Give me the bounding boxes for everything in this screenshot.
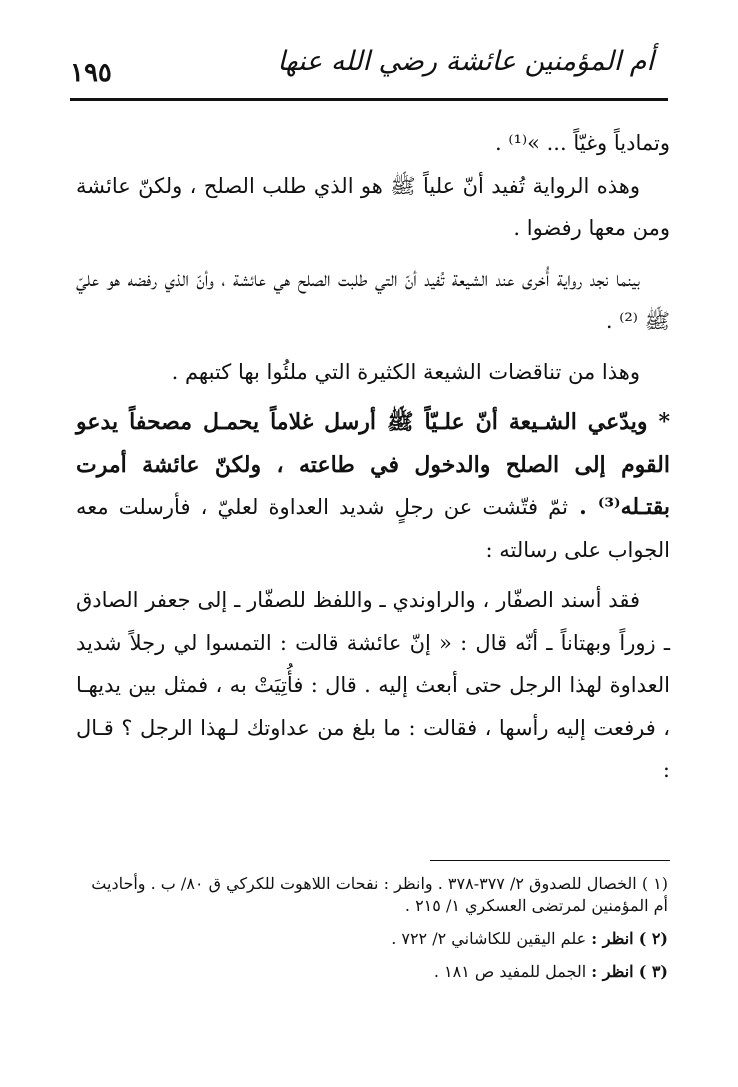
paragraph-5-text: * ويدّعي الشـيعة أنّ علـيّاً ﷺ أرسل غلاماً يحمـل مصحفاً يدعو القوم إلى الصلح والدخول في طاعته ، ولكنّ عائشة أمرت بقتـله⁽³⁾ . xyxy=(76,409,670,520)
footnote-2-text: علم اليقين للكاشاني ٢/ ٧٢٢ . xyxy=(391,929,587,948)
paragraph-4: وهذا من تناقضات الشيعة الكثيرة التي ملئُوا بها كتبهم . xyxy=(171,359,640,384)
footnote-2 xyxy=(76,928,668,950)
footnote-2-marker: (٢ ) xyxy=(638,929,668,948)
footnote-2-label: انظر : xyxy=(591,929,634,948)
page-number: ١٩٥ xyxy=(70,58,112,88)
footnote-3-text: الجمل للمفيد ص ١٨١ . xyxy=(433,962,587,981)
footnote-1 xyxy=(76,873,668,917)
page-header xyxy=(70,40,668,102)
running-title: أم المؤمنين عائشة رضي الله عنها xyxy=(277,46,654,77)
footnote-3-marker: (٣ ) xyxy=(638,962,668,981)
paragraph-1: وتمادياً وغيّاً ... »⁽¹⁾ . xyxy=(495,131,670,155)
paragraph-3: بينما نجد رواية أُخرى عند الشيعة تُفيد أنّ التي طلبت الصلح هي عائشة ، وأنّ الذي رفضه هو عليّ ﷺ ⁽²⁾ . xyxy=(76,266,670,333)
header-rule xyxy=(70,98,668,101)
paragraph-6: فقد أسند الصفّار ، والراوندي ـ واللفظ للصفّار ـ إلى جعفر الصادق ـ زوراً وبهتاناً ـ أنّه قال : « إنّ عائشة قالت : التمسوا لي رجلاً شديد العداوة لهذا الرجل حتى أبعث إليه . قال : فأُتِيَتْ به ، فمثل بين يديهـا ، فرفعت إليه رأسها ، فقالت : ما بلغ من عداوتك لـهذا الرجل ؟ قـال : xyxy=(76,588,670,782)
footnote-3-label: انظر : xyxy=(591,962,634,981)
paragraph-5 xyxy=(76,401,670,571)
footnote-1-marker: (١ ) xyxy=(641,874,668,893)
body-text xyxy=(76,122,670,800)
footnotes xyxy=(76,873,668,994)
footnote-1-text: الخصال للصدوق ٢/ ٣٧٧-٣٧٨ . وانظر : نفحات اللاهوت للكركي ق ٨٠/ ب . وأحاديث أم المؤمنين لمرتضى العسكري ١/ ٢١٥ . xyxy=(91,874,668,915)
footnote-3 xyxy=(76,961,668,983)
footnote-separator xyxy=(430,860,670,861)
paragraph-2: وهذه الرواية تُفيد أنّ علياً ﷺ هو الذي طلب الصلح ، ولكنّ عائشة ومن معها رفضوا . xyxy=(76,173,670,240)
paragraph-5-continuation: ثمّ فتّشت عن رجلٍ شديد العداوة لعليّ ، فأرسلت معه الجواب على رسالته : xyxy=(76,495,670,562)
